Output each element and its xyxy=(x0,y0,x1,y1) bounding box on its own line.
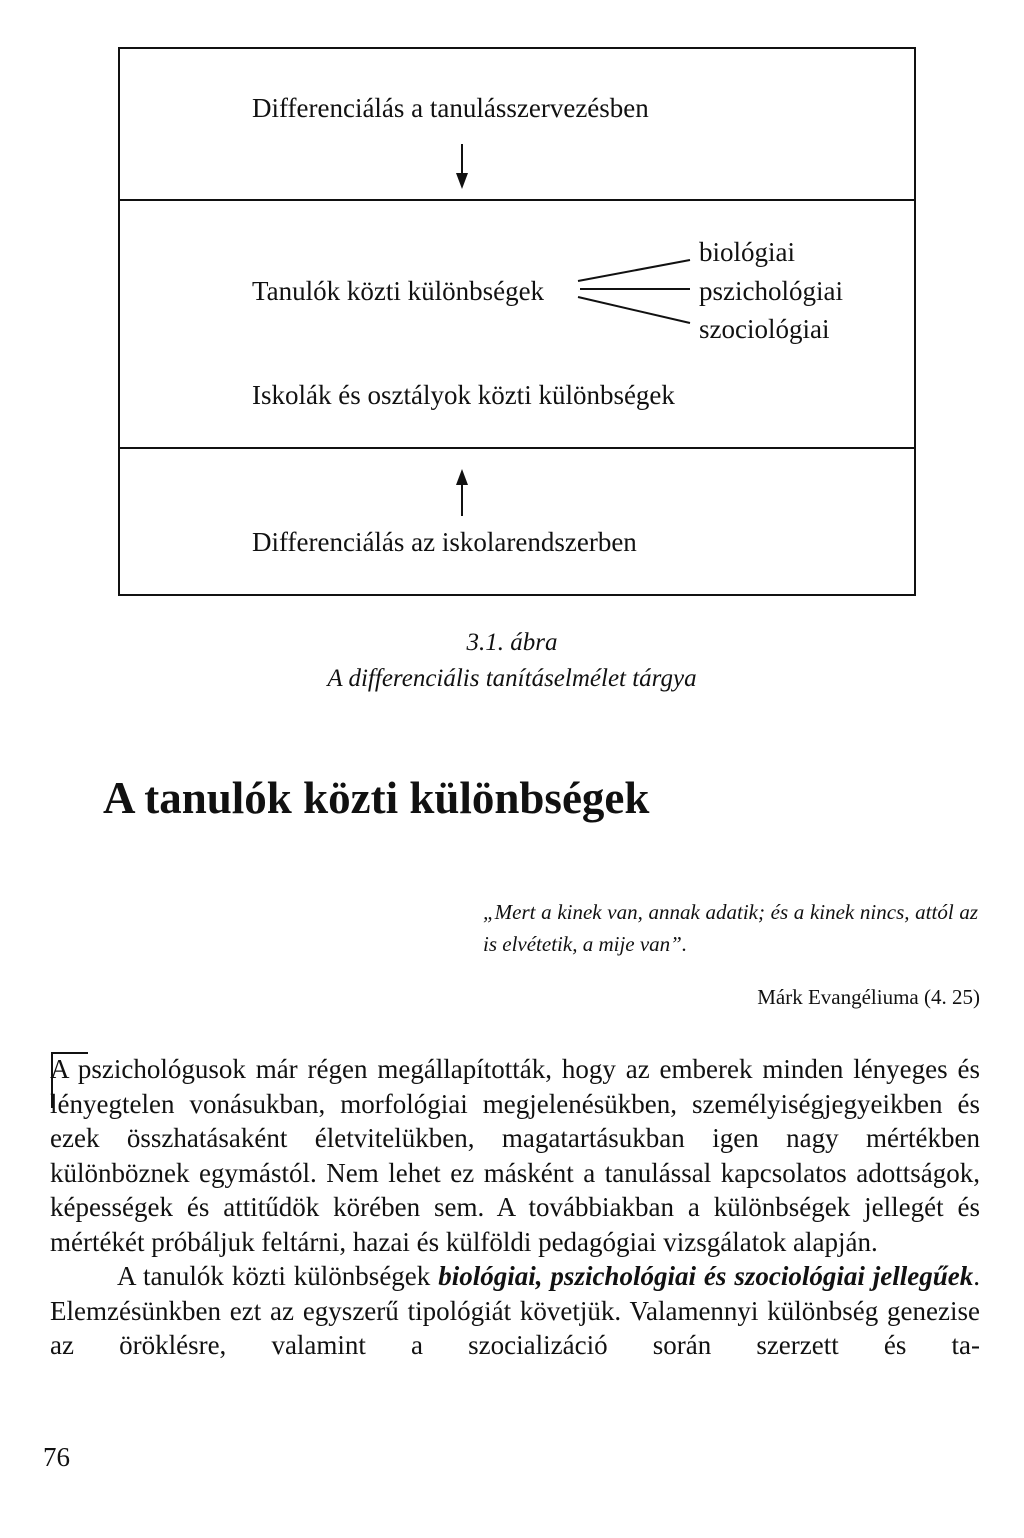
up-arrow-icon xyxy=(456,469,468,516)
diagram-frame xyxy=(118,47,916,596)
diagram-branch-psychological: pszichológiai xyxy=(699,276,843,306)
body-text xyxy=(50,1052,980,1363)
figure-caption: A differenciális tanításelmélet tárgya xyxy=(327,665,697,692)
branch-lines xyxy=(578,260,690,323)
paragraph-2-rest: . Elemzésünkben ezt az egyszerű tipológiát követjük. Valamennyi különbség genezise az öröklésre, valamint a szocializáció során szerzett és ta- xyxy=(50,1261,980,1360)
diagram-branch-biological: biológiai xyxy=(699,237,795,267)
diagram-branch-sociological: szociológiai xyxy=(699,314,830,344)
paragraph-1: A pszichológusok már régen megállapították, hogy az emberek minden lényeges és lényegtelen vonásukban, morfológiai megjelenésükben, személyiségjegyeikben és ezek összhatásaként életvitelükben, magatartásukban igen nagy mértékben különböznek egymástól. Nem lehet ez másként a tanulással kapcsolatos adottságok, képességek és attitűdök körében sem. A továbbiakban a különbségek jellegét és mértékét próbáljuk feltárni, hazai és külföldi pedagógiai vizsgálatok alapján. xyxy=(50,1054,980,1257)
page-number: 76 xyxy=(43,1442,70,1472)
diagram-students-label: Tanulók közti különbségek xyxy=(252,276,545,306)
figure-number: 3.1. ábra xyxy=(466,629,558,656)
epigraph-quote: „Mert a kinek van, annak adatik; és a kinek nincs, attól az is elvétetik, a mije van”. xyxy=(483,900,978,956)
epigraph-source: Márk Evangéliuma (4. 25) xyxy=(757,985,980,1009)
section-title: A tanulók közti különbségek xyxy=(103,773,650,823)
diagram-connectors xyxy=(120,49,918,598)
diagram-bottom-label: Differenciálás az iskolarendszerben xyxy=(252,527,637,557)
diagram-schools-label: Iskolák és osztályok közti különbségek xyxy=(252,380,675,410)
paragraph-2-start: A tanulók közti különbségek xyxy=(117,1261,439,1291)
paragraph-2-emphasis: biológiai, pszichológiai és szociológiai jellegűek xyxy=(438,1261,974,1291)
down-arrow-icon xyxy=(456,144,468,189)
paragraph-2 xyxy=(50,1259,980,1363)
diagram-top-label: Differenciálás a tanulásszervezésben xyxy=(252,93,649,123)
